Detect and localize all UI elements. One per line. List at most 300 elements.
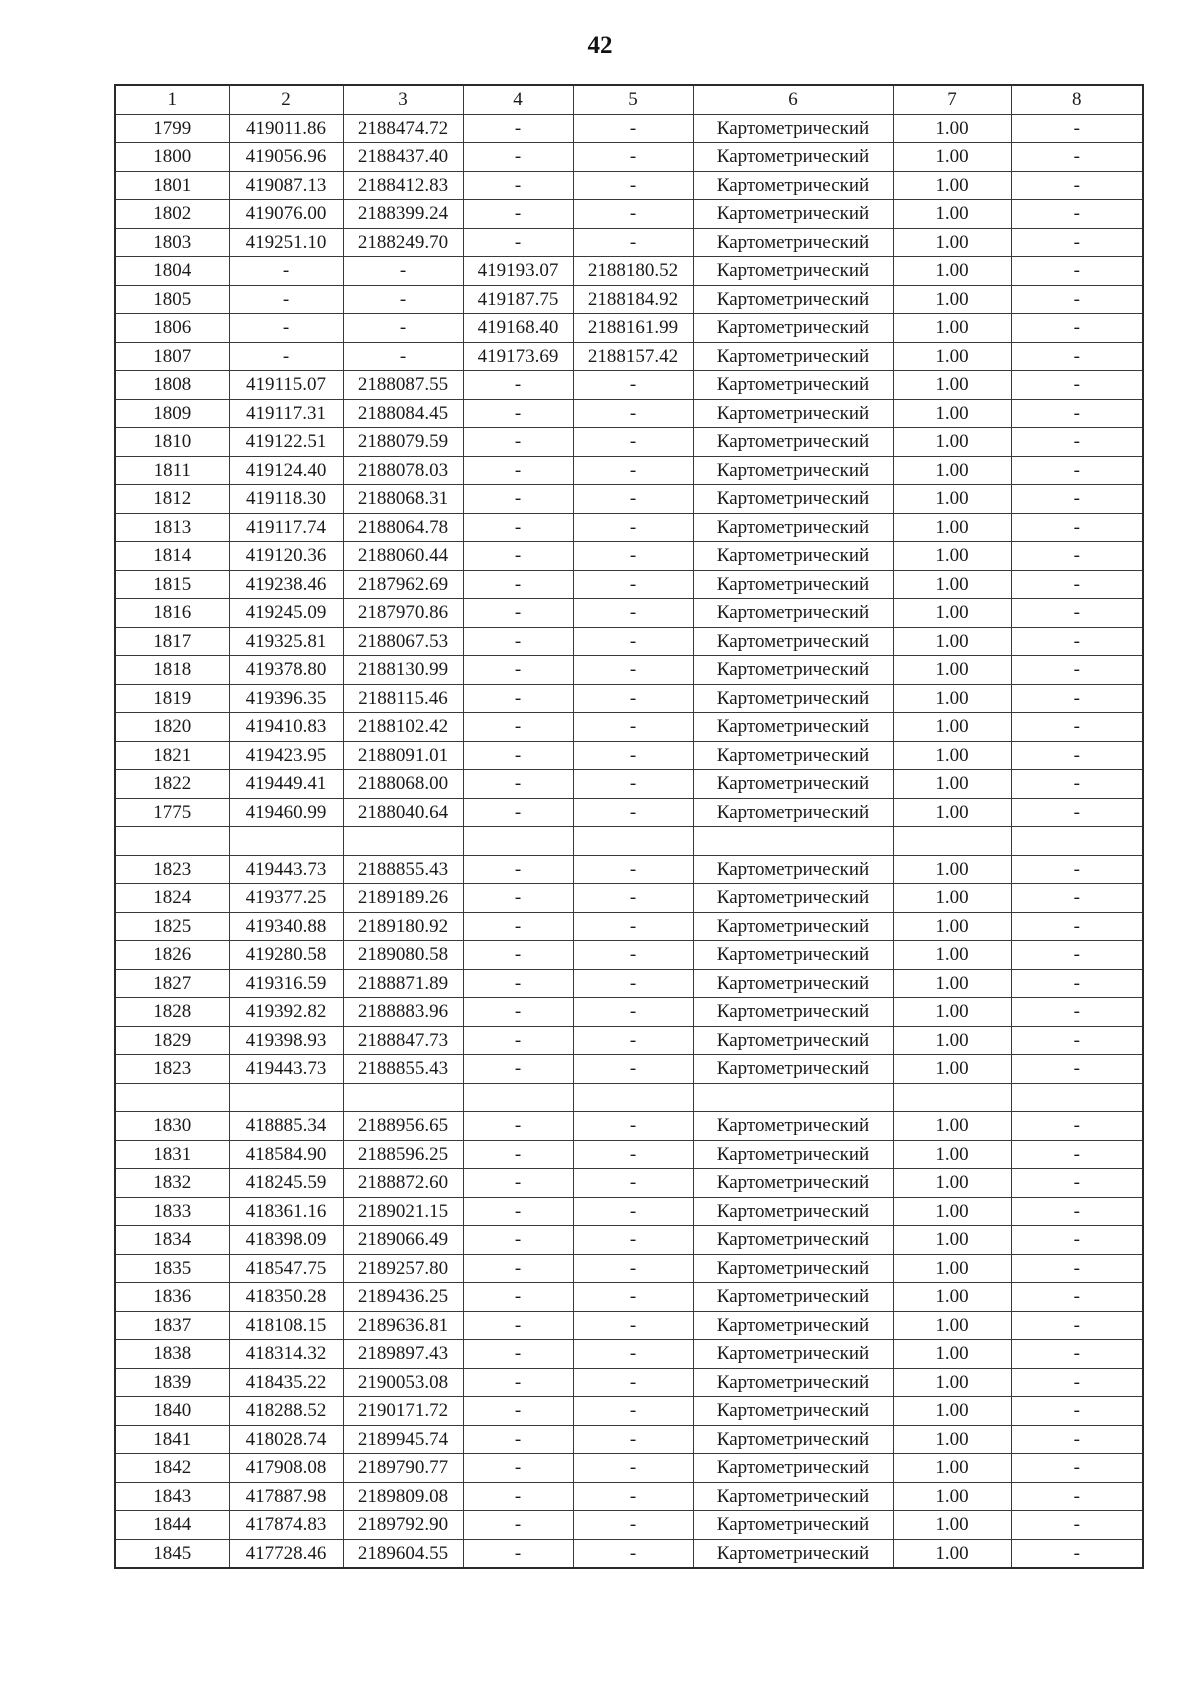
x-new-coordinate-cell: -: [463, 1482, 573, 1511]
x-new-coordinate-cell: -: [463, 912, 573, 941]
description-cell: -: [1011, 285, 1143, 314]
table-row: [115, 1397, 1143, 1426]
y-new-coordinate-cell: -: [573, 1026, 693, 1055]
y-new-coordinate-cell: [573, 827, 693, 856]
description-cell: -: [1011, 998, 1143, 1027]
x-new-coordinate-cell: -: [463, 228, 573, 257]
table-row: [115, 741, 1143, 770]
y-new-coordinate-cell: -: [573, 684, 693, 713]
x-coordinate-cell: 419117.74: [229, 513, 343, 542]
method-cell: Картометрический: [693, 1026, 893, 1055]
y-new-coordinate-cell: -: [573, 228, 693, 257]
x-new-coordinate-cell: -: [463, 1539, 573, 1568]
x-new-coordinate-cell: -: [463, 1254, 573, 1283]
accuracy-cell: 1.00: [893, 285, 1011, 314]
y-new-coordinate-cell: -: [573, 513, 693, 542]
description-cell: -: [1011, 1511, 1143, 1540]
table-row: [115, 200, 1143, 229]
accuracy-cell: 1.00: [893, 114, 1011, 143]
y-new-coordinate-cell: -: [573, 114, 693, 143]
accuracy-cell: 1.00: [893, 228, 1011, 257]
x-new-coordinate-cell: -: [463, 627, 573, 656]
method-cell: Картометрический: [693, 627, 893, 656]
description-cell: -: [1011, 200, 1143, 229]
point-number-cell: [115, 1083, 229, 1112]
point-number-cell: 1804: [115, 257, 229, 286]
y-new-coordinate-cell: -: [573, 200, 693, 229]
x-new-coordinate-cell: -: [463, 1169, 573, 1198]
method-cell: Картометрический: [693, 228, 893, 257]
x-coordinate-cell: 419238.46: [229, 570, 343, 599]
method-cell: Картометрический: [693, 399, 893, 428]
method-cell: Картометрический: [693, 1254, 893, 1283]
x-coordinate-cell: [229, 1083, 343, 1112]
method-cell: Картометрический: [693, 1226, 893, 1255]
method-cell: Картометрический: [693, 1112, 893, 1141]
accuracy-cell: 1.00: [893, 713, 1011, 742]
method-cell: Картометрический: [693, 684, 893, 713]
point-number-cell: 1800: [115, 143, 229, 172]
x-new-coordinate-cell: -: [463, 428, 573, 457]
y-coordinate-cell: 2188474.72: [343, 114, 463, 143]
description-cell: -: [1011, 371, 1143, 400]
method-cell: Картометрический: [693, 741, 893, 770]
point-number-cell: 1834: [115, 1226, 229, 1255]
point-number-cell: 1816: [115, 599, 229, 628]
accuracy-cell: 1.00: [893, 998, 1011, 1027]
table-row: [115, 1368, 1143, 1397]
y-coordinate-cell: -: [343, 285, 463, 314]
y-new-coordinate-cell: -: [573, 969, 693, 998]
y-new-coordinate-cell: -: [573, 1539, 693, 1568]
description-cell: -: [1011, 570, 1143, 599]
x-new-coordinate-cell: -: [463, 1454, 573, 1483]
y-new-coordinate-cell: 2188161.99: [573, 314, 693, 343]
description-cell: -: [1011, 114, 1143, 143]
y-new-coordinate-cell: -: [573, 1254, 693, 1283]
point-number-cell: 1837: [115, 1311, 229, 1340]
accuracy-cell: 1.00: [893, 1283, 1011, 1312]
point-number-cell: 1801: [115, 171, 229, 200]
point-number-cell: 1831: [115, 1140, 229, 1169]
x-new-coordinate-cell: -: [463, 1311, 573, 1340]
table-row: [115, 1454, 1143, 1483]
column-header-2: 2: [229, 85, 343, 114]
accuracy-cell: [893, 1083, 1011, 1112]
point-number-cell: 1817: [115, 627, 229, 656]
x-coordinate-cell: 418547.75: [229, 1254, 343, 1283]
x-coordinate-cell: 419118.30: [229, 485, 343, 514]
accuracy-cell: 1.00: [893, 599, 1011, 628]
y-new-coordinate-cell: 2188184.92: [573, 285, 693, 314]
y-coordinate-cell: 2188115.46: [343, 684, 463, 713]
accuracy-cell: 1.00: [893, 884, 1011, 913]
table-row: [115, 713, 1143, 742]
x-coordinate-cell: 419449.41: [229, 770, 343, 799]
y-coordinate-cell: 2190053.08: [343, 1368, 463, 1397]
y-coordinate-cell: 2189945.74: [343, 1425, 463, 1454]
column-header-7: 7: [893, 85, 1011, 114]
table-row: [115, 1340, 1143, 1369]
y-coordinate-cell: 2188087.55: [343, 371, 463, 400]
x-coordinate-cell: 417728.46: [229, 1539, 343, 1568]
accuracy-cell: 1.00: [893, 1254, 1011, 1283]
description-cell: -: [1011, 485, 1143, 514]
y-coordinate-cell: 2188956.65: [343, 1112, 463, 1141]
y-new-coordinate-cell: -: [573, 741, 693, 770]
point-number-cell: 1819: [115, 684, 229, 713]
y-new-coordinate-cell: -: [573, 171, 693, 200]
y-coordinate-cell: 2188871.89: [343, 969, 463, 998]
x-new-coordinate-cell: -: [463, 1368, 573, 1397]
description-cell: -: [1011, 1226, 1143, 1255]
accuracy-cell: 1.00: [893, 456, 1011, 485]
accuracy-cell: 1.00: [893, 1539, 1011, 1568]
y-coordinate-cell: 2188040.64: [343, 798, 463, 827]
x-coordinate-cell: -: [229, 257, 343, 286]
description-cell: -: [1011, 399, 1143, 428]
y-coordinate-cell: 2188091.01: [343, 741, 463, 770]
y-coordinate-cell: 2188883.96: [343, 998, 463, 1027]
x-coordinate-cell: 418350.28: [229, 1283, 343, 1312]
x-coordinate-cell: 418245.59: [229, 1169, 343, 1198]
method-cell: Картометрический: [693, 485, 893, 514]
x-coordinate-cell: 419280.58: [229, 941, 343, 970]
x-new-coordinate-cell: -: [463, 1397, 573, 1426]
x-coordinate-cell: 419377.25: [229, 884, 343, 913]
x-coordinate-cell: 419340.88: [229, 912, 343, 941]
method-cell: [693, 827, 893, 856]
accuracy-cell: 1.00: [893, 314, 1011, 343]
accuracy-cell: 1.00: [893, 485, 1011, 514]
description-cell: -: [1011, 1482, 1143, 1511]
method-cell: Картометрический: [693, 342, 893, 371]
description-cell: -: [1011, 1112, 1143, 1141]
y-new-coordinate-cell: -: [573, 770, 693, 799]
y-coordinate-cell: 2188064.78: [343, 513, 463, 542]
y-new-coordinate-cell: -: [573, 1226, 693, 1255]
x-new-coordinate-cell: -: [463, 969, 573, 998]
accuracy-cell: 1.00: [893, 855, 1011, 884]
y-new-coordinate-cell: -: [573, 1169, 693, 1198]
x-coordinate-cell: 419325.81: [229, 627, 343, 656]
accuracy-cell: 1.00: [893, 741, 1011, 770]
x-new-coordinate-cell: [463, 1083, 573, 1112]
method-cell: Картометрический: [693, 1169, 893, 1198]
point-number-cell: 1807: [115, 342, 229, 371]
point-number-cell: 1821: [115, 741, 229, 770]
table-row: [115, 285, 1143, 314]
coordinates-table: [114, 84, 1144, 1569]
method-cell: Картометрический: [693, 570, 893, 599]
method-cell: Картометрический: [693, 1511, 893, 1540]
x-new-coordinate-cell: -: [463, 171, 573, 200]
method-cell: Картометрический: [693, 1482, 893, 1511]
y-new-coordinate-cell: -: [573, 399, 693, 428]
accuracy-cell: 1.00: [893, 770, 1011, 799]
point-number-cell: 1836: [115, 1283, 229, 1312]
point-number-cell: 1813: [115, 513, 229, 542]
table-row: [115, 1283, 1143, 1312]
point-number-cell: 1805: [115, 285, 229, 314]
description-cell: -: [1011, 656, 1143, 685]
table-row: [115, 171, 1143, 200]
table-row: [115, 1511, 1143, 1540]
x-new-coordinate-cell: -: [463, 200, 573, 229]
description-cell: [1011, 827, 1143, 856]
y-new-coordinate-cell: -: [573, 1425, 693, 1454]
y-coordinate-cell: 2188437.40: [343, 143, 463, 172]
description-cell: -: [1011, 542, 1143, 571]
point-number-cell: 1820: [115, 713, 229, 742]
x-new-coordinate-cell: -: [463, 1511, 573, 1540]
x-coordinate-cell: 419076.00: [229, 200, 343, 229]
table-row: [115, 399, 1143, 428]
method-cell: Картометрический: [693, 371, 893, 400]
description-cell: -: [1011, 855, 1143, 884]
y-new-coordinate-cell: [573, 1083, 693, 1112]
table-row: [115, 912, 1143, 941]
method-cell: Картометрический: [693, 941, 893, 970]
column-header-5: 5: [573, 85, 693, 114]
accuracy-cell: 1.00: [893, 1197, 1011, 1226]
y-coordinate-cell: 2188079.59: [343, 428, 463, 457]
x-new-coordinate-cell: -: [463, 941, 573, 970]
y-coordinate-cell: 2188847.73: [343, 1026, 463, 1055]
y-coordinate-cell: 2188412.83: [343, 171, 463, 200]
table-row: [115, 143, 1143, 172]
point-number-cell: 1839: [115, 1368, 229, 1397]
x-coordinate-cell: 417887.98: [229, 1482, 343, 1511]
y-coordinate-cell: 2188872.60: [343, 1169, 463, 1198]
point-number-cell: 1824: [115, 884, 229, 913]
point-number-cell: 1799: [115, 114, 229, 143]
method-cell: Картометрический: [693, 1055, 893, 1084]
x-new-coordinate-cell: -: [463, 570, 573, 599]
description-cell: -: [1011, 599, 1143, 628]
y-coordinate-cell: -: [343, 314, 463, 343]
method-cell: Картометрический: [693, 884, 893, 913]
y-new-coordinate-cell: -: [573, 570, 693, 599]
method-cell: Картометрический: [693, 1397, 893, 1426]
y-new-coordinate-cell: -: [573, 713, 693, 742]
point-number-cell: 1835: [115, 1254, 229, 1283]
y-coordinate-cell: 2188596.25: [343, 1140, 463, 1169]
y-new-coordinate-cell: -: [573, 884, 693, 913]
x-coordinate-cell: 419316.59: [229, 969, 343, 998]
point-number-cell: 1809: [115, 399, 229, 428]
accuracy-cell: 1.00: [893, 1169, 1011, 1198]
x-coordinate-cell: -: [229, 285, 343, 314]
x-new-coordinate-cell: -: [463, 884, 573, 913]
x-coordinate-cell: 419396.35: [229, 684, 343, 713]
accuracy-cell: 1.00: [893, 257, 1011, 286]
accuracy-cell: 1.00: [893, 1055, 1011, 1084]
description-cell: -: [1011, 428, 1143, 457]
method-cell: Картометрический: [693, 285, 893, 314]
table-row: [115, 371, 1143, 400]
y-new-coordinate-cell: -: [573, 1340, 693, 1369]
description-cell: -: [1011, 143, 1143, 172]
accuracy-cell: 1.00: [893, 1311, 1011, 1340]
method-cell: Картометрический: [693, 1454, 893, 1483]
x-coordinate-cell: 418398.09: [229, 1226, 343, 1255]
y-new-coordinate-cell: -: [573, 428, 693, 457]
table-row: [115, 1226, 1143, 1255]
x-coordinate-cell: 418028.74: [229, 1425, 343, 1454]
x-new-coordinate-cell: -: [463, 684, 573, 713]
description-cell: -: [1011, 1283, 1143, 1312]
x-new-coordinate-cell: -: [463, 143, 573, 172]
x-coordinate-cell: 419122.51: [229, 428, 343, 457]
point-number-cell: 1823: [115, 1055, 229, 1084]
method-cell: Картометрический: [693, 171, 893, 200]
x-new-coordinate-cell: 419193.07: [463, 257, 573, 286]
accuracy-cell: 1.00: [893, 798, 1011, 827]
y-coordinate-cell: 2189790.77: [343, 1454, 463, 1483]
description-cell: -: [1011, 1539, 1143, 1568]
accuracy-cell: 1.00: [893, 912, 1011, 941]
description-cell: -: [1011, 1197, 1143, 1226]
accuracy-cell: 1.00: [893, 941, 1011, 970]
x-coordinate-cell: 419251.10: [229, 228, 343, 257]
table-row: [115, 342, 1143, 371]
table-row: [115, 884, 1143, 913]
point-number-cell: 1775: [115, 798, 229, 827]
y-coordinate-cell: 2188068.31: [343, 485, 463, 514]
x-new-coordinate-cell: -: [463, 513, 573, 542]
method-cell: Картометрический: [693, 1311, 893, 1340]
method-cell: Картометрический: [693, 912, 893, 941]
table-row: [115, 627, 1143, 656]
y-coordinate-cell: 2189809.08: [343, 1482, 463, 1511]
column-header-1: 1: [115, 85, 229, 114]
x-coordinate-cell: 418288.52: [229, 1397, 343, 1426]
description-cell: -: [1011, 342, 1143, 371]
y-coordinate-cell: -: [343, 257, 463, 286]
accuracy-cell: 1.00: [893, 570, 1011, 599]
table-row: [115, 941, 1143, 970]
table-row: [115, 1425, 1143, 1454]
x-coordinate-cell: 419120.36: [229, 542, 343, 571]
method-cell: Картометрический: [693, 656, 893, 685]
method-cell: Картометрический: [693, 1425, 893, 1454]
x-new-coordinate-cell: 419168.40: [463, 314, 573, 343]
x-coordinate-cell: 418361.16: [229, 1197, 343, 1226]
point-number-cell: 1808: [115, 371, 229, 400]
y-coordinate-cell: 2189257.80: [343, 1254, 463, 1283]
method-cell: Картометрический: [693, 542, 893, 571]
description-cell: -: [1011, 314, 1143, 343]
table-row: [115, 1026, 1143, 1055]
description-cell: -: [1011, 1368, 1143, 1397]
accuracy-cell: 1.00: [893, 513, 1011, 542]
table-row: [115, 1055, 1143, 1084]
method-cell: Картометрический: [693, 200, 893, 229]
y-new-coordinate-cell: -: [573, 941, 693, 970]
table-row: [115, 542, 1143, 571]
y-coordinate-cell: 2188102.42: [343, 713, 463, 742]
table-row: [115, 513, 1143, 542]
x-coordinate-cell: 419443.73: [229, 855, 343, 884]
table-row: [115, 1112, 1143, 1141]
description-cell: -: [1011, 1055, 1143, 1084]
point-number-cell: 1814: [115, 542, 229, 571]
x-coordinate-cell: 419056.96: [229, 143, 343, 172]
y-new-coordinate-cell: -: [573, 656, 693, 685]
point-number-cell: 1827: [115, 969, 229, 998]
x-coordinate-cell: -: [229, 342, 343, 371]
method-cell: Картометрический: [693, 513, 893, 542]
x-new-coordinate-cell: -: [463, 1340, 573, 1369]
y-coordinate-cell: 2188130.99: [343, 656, 463, 685]
point-number-cell: 1806: [115, 314, 229, 343]
accuracy-cell: 1.00: [893, 1397, 1011, 1426]
description-cell: -: [1011, 627, 1143, 656]
x-new-coordinate-cell: -: [463, 998, 573, 1027]
x-new-coordinate-cell: 419187.75: [463, 285, 573, 314]
point-number-cell: 1826: [115, 941, 229, 970]
method-cell: Картометрический: [693, 1197, 893, 1226]
method-cell: Картометрический: [693, 599, 893, 628]
accuracy-cell: 1.00: [893, 371, 1011, 400]
accuracy-cell: [893, 827, 1011, 856]
x-coordinate-cell: 417874.83: [229, 1511, 343, 1540]
point-number-cell: 1825: [115, 912, 229, 941]
column-header-3: 3: [343, 85, 463, 114]
y-coordinate-cell: 2189792.90: [343, 1511, 463, 1540]
accuracy-cell: 1.00: [893, 684, 1011, 713]
y-new-coordinate-cell: -: [573, 1055, 693, 1084]
point-number-cell: 1830: [115, 1112, 229, 1141]
x-new-coordinate-cell: -: [463, 599, 573, 628]
method-cell: Картометрический: [693, 428, 893, 457]
point-number-cell: 1812: [115, 485, 229, 514]
x-coordinate-cell: 417908.08: [229, 1454, 343, 1483]
x-coordinate-cell: 419124.40: [229, 456, 343, 485]
y-new-coordinate-cell: -: [573, 1368, 693, 1397]
x-new-coordinate-cell: -: [463, 855, 573, 884]
y-coordinate-cell: 2188399.24: [343, 200, 463, 229]
table-row: [115, 1482, 1143, 1511]
description-cell: [1011, 1083, 1143, 1112]
table-row: [115, 969, 1143, 998]
method-cell: Картометрический: [693, 1368, 893, 1397]
x-coordinate-cell: 419115.07: [229, 371, 343, 400]
x-coordinate-cell: 419392.82: [229, 998, 343, 1027]
method-cell: Картометрический: [693, 1340, 893, 1369]
x-new-coordinate-cell: -: [463, 399, 573, 428]
accuracy-cell: 1.00: [893, 1026, 1011, 1055]
y-coordinate-cell: 2187970.86: [343, 599, 463, 628]
method-cell: Картометрический: [693, 1283, 893, 1312]
table-row: [115, 656, 1143, 685]
y-coordinate-cell: 2189066.49: [343, 1226, 463, 1255]
x-coordinate-cell: 418885.34: [229, 1112, 343, 1141]
accuracy-cell: 1.00: [893, 428, 1011, 457]
description-cell: -: [1011, 884, 1143, 913]
point-number-cell: 1838: [115, 1340, 229, 1369]
method-cell: Картометрический: [693, 143, 893, 172]
accuracy-cell: 1.00: [893, 656, 1011, 685]
table-row: [115, 855, 1143, 884]
x-coordinate-cell: 419245.09: [229, 599, 343, 628]
description-cell: -: [1011, 969, 1143, 998]
point-number-cell: 1832: [115, 1169, 229, 1198]
point-number-cell: 1815: [115, 570, 229, 599]
x-new-coordinate-cell: -: [463, 1140, 573, 1169]
point-number-cell: 1845: [115, 1539, 229, 1568]
